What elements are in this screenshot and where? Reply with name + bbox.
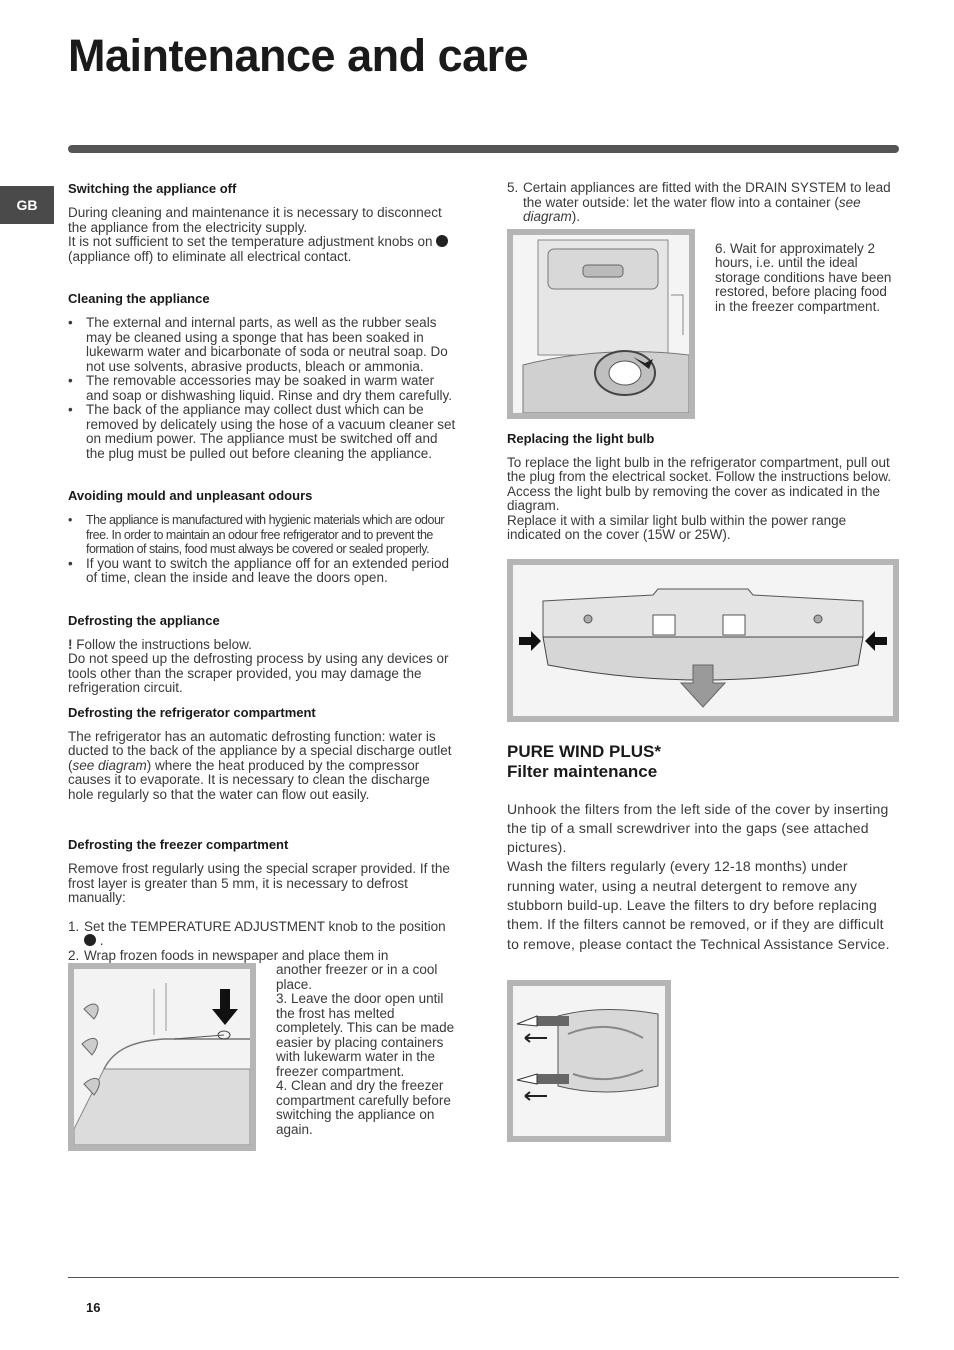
drain-system-diagram bbox=[507, 229, 695, 419]
off-symbol-icon bbox=[84, 934, 96, 946]
switching-text-2: It is not sufficient to set the temperature adjustment knobs on (appliance off) to eliminate all electrical contact. bbox=[68, 235, 458, 264]
mould-list bbox=[68, 513, 458, 586]
step-2: 2. Wrap frozen foods in newspaper and place them in bbox=[68, 947, 389, 963]
filter-illustration bbox=[513, 986, 665, 1136]
pure-wind-heading: PURE WIND PLUS* bbox=[507, 741, 661, 761]
bulb-text-3: Replace it with a similar light bulb within the power range indicated on the cover (15W or 25W). bbox=[507, 512, 847, 542]
steps-3-4 bbox=[276, 963, 458, 1151]
list-item: • If you want to switch the appliance off for an extended period of time, clean the inside and leave the doors open. bbox=[68, 557, 458, 586]
freezer-defrost-diagram bbox=[68, 963, 256, 1151]
step-4: 4. Clean and dry the freezer compartment carefully before switching the appliance on again. bbox=[276, 1078, 451, 1137]
switching-text-1: During cleaning and maintenance it is necessary to disconnect the appliance from the electricity supply. bbox=[68, 205, 442, 235]
step-5: 5. Certain appliances are fitted with the DRAIN SYSTEM to lead the water outside: let the water flow into a container (see diagram). bbox=[507, 180, 891, 224]
fridge-defrost-heading: Defrosting the refrigerator compartment bbox=[68, 704, 316, 720]
fridge-defrost-text: The refrigerator has an automatic defrosting function: water is ducted to the back of the appliance by a special discharge outlet (see diagram) where the heat produced by the compressor causes it to evaporate. It is necessary to clean the discharge hole regularly so that the water can flow out easily. bbox=[68, 728, 452, 802]
header-rule bbox=[68, 145, 899, 153]
freezer-illustration bbox=[74, 969, 250, 1145]
step-3: 3. Leave the door open until the frost has melted completely. This can be made easier by placing containers with lukewarm water in the freezer compartment. bbox=[276, 991, 455, 1079]
list-item: • The removable accessories may be soaked in warm water and soap or dishwashing liquid. Rinse and dry them carefully. bbox=[68, 374, 458, 403]
cleaning-list bbox=[68, 316, 458, 461]
step-6-block bbox=[715, 229, 899, 419]
bulb-heading: Replacing the light bulb bbox=[507, 430, 655, 446]
bulb-text-2: Access the light bulb by removing the cover as indicated in the diagram. bbox=[507, 483, 880, 513]
warning-mark: ! bbox=[68, 636, 73, 652]
drain-illustration bbox=[513, 235, 689, 413]
pure-wind-text-2: Wash the filters regularly (every 12-18 months) under running water, using a neutral detergent to remove any stubborn build-up. Leave the filters to dry before replacing them. If the filters cannot be removed, or if they are difficult to remove, please contact the Technical Assistance Service. bbox=[507, 858, 890, 952]
step-2-cont: another freezer or in a cool place. bbox=[276, 962, 438, 992]
off-symbol-icon bbox=[436, 235, 448, 247]
right-column bbox=[507, 181, 899, 1142]
defrosting-text-1: ! Follow the instructions below. bbox=[68, 636, 252, 652]
pure-wind-text-1: Unhook the filters from the left side of the cover by inserting the tip of a small screwdriver into the gaps (see attached pictures). bbox=[507, 800, 889, 856]
filter-maintenance-heading: Filter maintenance bbox=[507, 761, 658, 781]
pure-wind-text bbox=[507, 800, 899, 954]
list-item: • The external and internal parts, as well as the rubber seals may be cleaned using a sponge that has been soaked in lukewarm water and bicarbonate of soda or neutral soap. Do not use solvents, abrasive products, bleach or ammonia. bbox=[68, 316, 458, 374]
freezer-defrost-text: Remove frost regularly using the special scraper provided. If the frost layer is greater than 5 mm, it is necessary to defrost manually: bbox=[68, 861, 450, 905]
footer-rule bbox=[68, 1277, 899, 1278]
bulb-text-1: To replace the light bulb in the refrigerator compartment, pull out the plug from the electrical socket. Follow the instructions below. bbox=[507, 454, 892, 484]
page-title: Maintenance and care bbox=[68, 30, 529, 81]
mould-heading: Avoiding mould and unpleasant odours bbox=[68, 488, 313, 503]
language-tab: GB bbox=[0, 186, 54, 224]
switching-heading: Switching the appliance off bbox=[68, 181, 237, 196]
freezer-defrost-heading: Defrosting the freezer compartment bbox=[68, 837, 289, 852]
light-bulb-diagram bbox=[507, 559, 899, 722]
left-column bbox=[68, 181, 458, 1151]
list-item: • The appliance is manufactured with hygienic materials which are odour free. In order to maintain an odour free refrigerator and to prevent the formation of stains, food must always be covered or sealed properly. bbox=[68, 513, 458, 557]
cleaning-heading: Cleaning the appliance bbox=[68, 291, 210, 306]
defrosting-text-2: Do not speed up the defrosting process by using any devices or tools other than the scraper provided, you may damage the refrigeration circuit. bbox=[68, 651, 449, 695]
filter-diagram bbox=[507, 980, 671, 1142]
defrosting-heading: Defrosting the appliance bbox=[68, 612, 220, 628]
step-6: 6. Wait for approximately 2 hours, i.e. until the ideal storage conditions have been restored, before placing food in the freezer compartment. bbox=[715, 240, 892, 314]
page-number: 16 bbox=[86, 1300, 101, 1315]
light-cover-illustration bbox=[513, 565, 893, 716]
list-item: • The back of the appliance may collect dust which can be removed by delicately using the hose of a vacuum cleaner set on medium power. The appliance must be switched off and the plug must be pulled out before cleaning the appliance. bbox=[68, 403, 458, 461]
step-1: 1. Set the TEMPERATURE ADJUSTMENT knob to the position . bbox=[68, 918, 446, 948]
